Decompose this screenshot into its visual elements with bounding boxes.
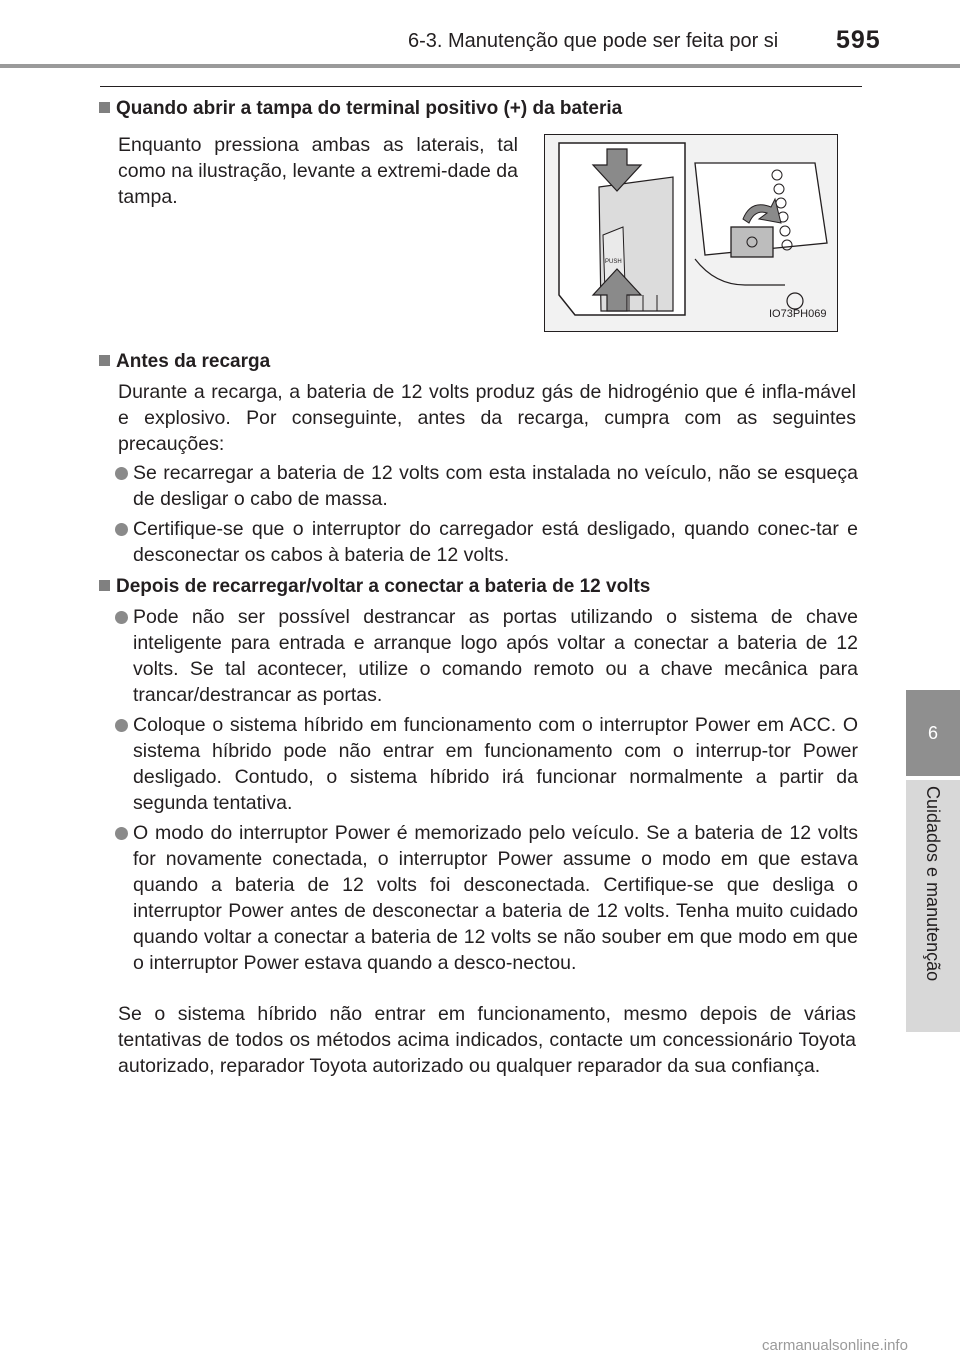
page-number: 595 [836, 26, 881, 54]
chapter-tab-title: Cuidados e manutenção [923, 786, 943, 982]
round-bullet-icon [115, 467, 128, 480]
paragraph-before-charging: Durante a recarga, a bateria de 12 volts produz gás de hidrogénio que é infla-mável e explosivo. Por conseguinte, antes da recarga, cumpra com as seguintes precauções: [118, 381, 856, 455]
round-bullet-icon [115, 719, 128, 732]
list-item-text: O modo do interruptor Power é memorizado pelo veículo. Se a bateria de 12 volts for novamente conectada, o interruptor Power assume o modo em que estava quando a bateria de 12 volts foi desconectada. Certifique-se que desliga o interruptor Power antes de desconectar a bateria de 12 volts. Tenha muito cuidado quando voltar a conectar a bateria de 12 volts se não souber em que modo em que o interruptor Power estava quando a desco-nectou. [133, 822, 858, 974]
heading-text: Depois de recarregar/voltar a conectar a bateria de 12 volts [116, 576, 651, 597]
watermark-text: carmanualsonline.info [762, 1337, 908, 1354]
list-item [115, 712, 858, 816]
list-item-text: Coloque o sistema híbrido em funcionamento com o interruptor Power em ACC. O sistema híbrido pode não entrar em funcionamento com o interrup-tor Power desligado. Contudo, o sistema híbrido irá funcionar normalmente a partir da segunda tentativa. [133, 714, 858, 814]
section-heading-after-recharging [99, 576, 650, 598]
square-bullet-icon [99, 355, 110, 366]
paragraph-closing: Se o sistema híbrido não entrar em funcionamento, mesmo depois de várias tentativas de todos os métodos acima indicados, contacte um concessionário Toyota autorizado, reparador Toyota autorizado ou qualquer reparador da sua confiança. [118, 1003, 856, 1077]
list-item [115, 604, 858, 708]
square-bullet-icon [99, 580, 110, 591]
battery-terminal-illustration [544, 134, 838, 332]
list-item-text: Se recarregar a bateria de 12 volts com esta instalada no veículo, não se esqueça de desligar o cabo de massa. [133, 462, 858, 510]
heading-text: Antes da recarga [116, 351, 271, 372]
square-bullet-icon [99, 102, 110, 113]
battery-cover-drawing [545, 135, 837, 331]
content-top-rule [100, 86, 862, 87]
list-item [115, 460, 858, 512]
heading-text: Quando abrir a tampa do terminal positivo (+) da bateria [116, 98, 623, 119]
illustration-code: IO73PH069 [769, 308, 827, 320]
list-item [115, 516, 858, 568]
push-label: PUSH [605, 259, 622, 265]
list-item-text: Certifique-se que o interruptor do carregador está desligado, quando conec-tar e desconectar os cabos à bateria de 12 volts. [133, 518, 858, 566]
section-heading-terminal-cover [99, 98, 622, 120]
chapter-tab-number: 6 [906, 690, 960, 776]
list-item [115, 820, 858, 976]
round-bullet-icon [115, 611, 128, 624]
round-bullet-icon [115, 523, 128, 536]
section-heading-before-charging [99, 351, 270, 373]
header-divider [0, 64, 960, 68]
list-item-text: Pode não ser possível destrancar as portas utilizando o sistema de chave inteligente para entrada e arranque logo após voltar a conectar a bateria de 12 volts. Se tal acontecer, utilize o comando remoto ou a chave mecânica para trancar/destrancar as portas. [133, 606, 858, 706]
paragraph-terminal-cover: Enquanto pressiona ambas as laterais, tal como na ilustração, levante a extremi-dade da tampa. [118, 134, 518, 208]
round-bullet-icon [115, 827, 128, 840]
section-title: 6-3. Manutenção que pode ser feita por si [408, 30, 779, 52]
